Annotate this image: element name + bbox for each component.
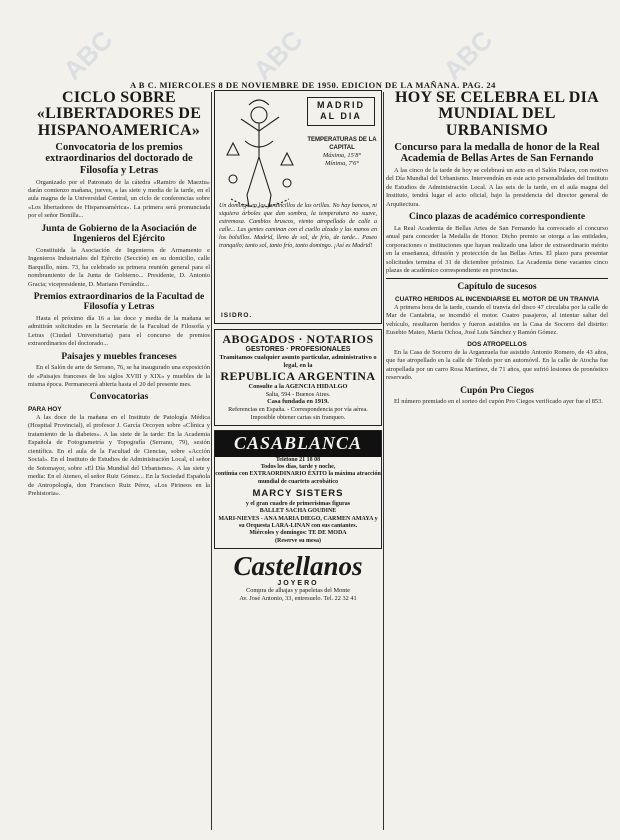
ad-abogados-line1: ABOGADOS · NOTARIOS	[222, 332, 374, 346]
ad-castellanos-name: Castellanos	[233, 550, 363, 581]
ad-castellanos-sub: JOYERO	[277, 579, 319, 587]
watermark-top-right: ABC	[437, 24, 499, 86]
ad-castellanos-l2: Av. José Antonio, 33, entresuelo. Tel. 22 32 41	[239, 594, 357, 602]
ad-casablanca-l5: MARI-NIEVES - ANA MARIA DIEGO, CARMEN AMAYA y su Orquesta LARA-LINAN con sus cantantes.	[218, 515, 378, 530]
temp-max: Máxima, 15'8°	[322, 152, 362, 159]
ad-abogados-line6: Salta, 594 - Buenos Aires.	[265, 390, 331, 398]
column-middle	[214, 90, 382, 832]
ad-casablanca-l3: y el gran cuadro de primerísimas figuras	[245, 501, 351, 508]
headline-urbanismo: HOY SE CELEBRA EL DIA MUNDIAL DEL URBANISMO	[395, 90, 599, 139]
ad-abogados-line3: Tramitamos cualquier asunto particular, administrativo o legal, en la	[219, 353, 377, 369]
madrid-al-dia-text: Un domingo en los jardincillos de las orillas. No hay bancos, ni siquiera árboles que dan sombra, la temperatura no suave, extremosa. Cambios bruscos, viento atropellado de calle a calle... Las gentes caminan con el cuello alzado y las manos en los bolsillos. Madrid, lleno de sol, de frío, de tarde... Paseo tranquilo; tanto sol, tanto frío, tanto domingo. ¡Así es Madrid!	[219, 203, 377, 249]
ad-casablanca-l4: BALLET SACHA GOUDINE	[259, 508, 337, 515]
ad-castellanos	[214, 550, 382, 602]
headline-libertadores: CICLO SOBRE «LIBERTADORES DE HISPANOAMERICA»	[36, 90, 202, 139]
ad-casablanca-l2: continúa con EXTRAORDINARIO ÉXITO la máxima atracción mundial de cuarteto acrobático	[215, 471, 381, 485]
running-head: A B C. MIERCOLES 8 DE NOVIEMBRE DE 1950. EDICION DE LA MAÑANA. PAG. 24	[130, 80, 496, 90]
article-title-premios-facultad: Premios extraordinarios de la Facultad de Filosofía y Letras	[33, 291, 205, 313]
ad-castellanos-l1: Compra de alhajas y papeletas del Monte	[246, 586, 350, 594]
article-body-tranvia: A primera hora de la tarde, cuando el tranvía del disco 47 circulaba por la calle de Mar de Cantabria, se incendió el motor. Cuatro pasajeros, al intentar saltar del vehículo, resultaron heridos y fueron asistidos en la Casa de Socorro del distrito: Eusebio Mateo, Maria Ochoa, José Luis Sánchez y Ramón Gómez.	[386, 303, 608, 337]
watermark-middle: ABC	[247, 24, 309, 86]
ad-casablanca-l7: (Reserve su mesa)	[275, 537, 321, 544]
article-title-academico: Cinco plazas de académico correspondiente	[408, 212, 586, 223]
temps-title: TEMPERATURAS DE LA CAPITAL	[307, 137, 377, 151]
title-line-madrid: MADRID	[317, 100, 365, 110]
column-left	[28, 90, 210, 832]
column-right	[386, 90, 608, 832]
ad-abogados	[214, 329, 382, 426]
article-body-medalla: A las cinco de la tarde de hoy se celebrará un acto en el Salón Palace, con motivo del Día Mundial del Urbanismo. Intervendrán en este acto personalidades del Instituto de Estudios de Administración Local. A las seis de la tarde, en el aula magna del Instituto, tendrá lugar el acto oficial, bajo la presidencia del director general de Arquitectura.	[386, 167, 608, 208]
ad-casablanca	[214, 430, 382, 549]
madrid-al-dia-title	[307, 97, 375, 126]
article-body-paisajes: En el Salón de arte de Serrano, 76, se ha inaugurado una exposición de «Paisajes franceses de los siglos XVIII y XIX» y muebles de la misma época. Permanecerá abierta hasta el 20 del presente mes.	[28, 364, 210, 389]
ad-abogados-line9: Imposible obtener cartas sin franqueo.	[250, 414, 346, 422]
label-para-hoy: PARA HOY	[28, 405, 62, 413]
ad-abogados-line2: GESTORES · PROFESIONALES	[245, 345, 351, 353]
ad-casablanca-star: MARCY SISTERS	[252, 488, 344, 500]
ad-casablanca-phone: Teléfono 21 18 08	[275, 456, 321, 463]
ad-abogados-line5: Consulte a la AGENCIA HIDALGO	[248, 382, 348, 390]
madrid-al-dia-signature: ISIDRO.	[221, 312, 253, 319]
article-title-medalla: Concurso para la medalla de honor de la Real Academia de Bellas Artes de San Fernando	[394, 141, 600, 165]
watermark-top-left: ABC	[57, 24, 119, 86]
article-body-premios-facultad: Hasta el próximo día 16 a las doce y media de la mañana se admitirán solicitudes en la Secretaría de la Facultad de Filosofía y Letras (Ciudad Universitaria) para el concurso de premios extraordinarios del doctorado...	[28, 314, 210, 348]
article-body-cupon: El número premiado en el sorteo del cupón Pro Ciegos verificado ayer fue el 853.	[394, 397, 603, 405]
article-body-atropellos: En la Casa de Socorro de la Arganzuela fue asistido Antonio Romero, de 43 años, que fue atropellado en la calle de Toledo por un automóvil. En la calle de Atocha fue atropellada por un carro Rosa Martínez, de 71 años, que sufrió lesiones de pronóstico reservado.	[386, 348, 608, 382]
article-title-ingenieros: Junta de Gobierno de la Asociación de Ingenieros del Ejército	[41, 223, 197, 245]
ad-abogados-line4: REPUBLICA ARGENTINA	[220, 368, 376, 383]
column-rule-1	[211, 92, 212, 830]
ad-casablanca-name: CASABLANCA	[215, 431, 381, 457]
article-subtitle-tranvia: CUATRO HERIDOS AL INCENDIARSE EL MOTOR DE UN TRANVIA	[394, 295, 600, 303]
temperatures-block	[307, 137, 377, 168]
temp-min: Mínima, 7'6°	[325, 160, 359, 168]
article-body-premios-doctorado: Organizado por el Patronato de la cátedra «Ramiro de Maeztu» darán comienzo mañana, jueves, a las siete y media de la tarde, en el aula magna de la Universidad Central, un ciclo de conferencias sobre «Los libertadores de Hispanoamérica». La primera será pronunciada por el señor Bonilla...	[28, 178, 210, 220]
article-title-sucesos: Capítulo de sucesos	[457, 282, 537, 293]
ad-abogados-line7: Casa fundada en 1919.	[267, 398, 329, 406]
title-line-al-dia: AL DIA	[320, 111, 362, 122]
article-title-premios-doctorado: Convocatoria de los premios extraordinarios del doctorado de Filosofía y Letras	[45, 141, 193, 177]
article-title-cupon: Cupón Pro Ciegos	[460, 385, 534, 396]
article-title-atropellos: DOS ATROPELLOS	[467, 340, 527, 348]
article-title-convocatorias: Convocatorias	[89, 392, 149, 403]
article-title-paisajes: Paisajes y muebles franceses	[61, 351, 177, 362]
article-body-convocatorias: A las doce de la mañana en el Instituto de Patología Médica (Hospital Provincial), el profesor J. García Orcoyen sobre «Clínica y tratamiento de la diabetes». A las siete de la tarde: En la Academia Española de Fotogrametría y Topografía (Serrano, 79), sesión científica. En el aula de la Facultad de Ciencias, sobre «Acción Social». En el Instituto de Estudios de Administración Local, el señor de Sotomayor, sobre «El Día Mundial del Urbanismo». A las siete y media: En el Ateneo, el señor Ruiz Gómez... En la Sociedad Española de Antropología, don Francisco Ruiz Pérez, «Los Pirineos en la Prehistoria».	[28, 413, 210, 497]
madrid-al-dia-box	[214, 90, 382, 324]
article-body-ingenieros: Constituida la Asociación de Ingenieros de Armamento e Ingenieros Industriales del Ejército (Sección) en su domicilio, calle Barquillo, núm. 73, ha celebrado su primera reunión general para el nombramiento de la Junta de Gobierno... Presidente, D. Antonio Gracia; vicepresidente, D. Mariano Ferrándiz...	[28, 246, 210, 288]
article-body-academico: La Real Academia de Bellas Artes de San Fernando ha convocado el concurso anual para conceder la Medalla de Honor. Dicho premio se otorga a las entidades, corporaciones o instituciones que hayan realizado una labor de extraordinario mérito en la enseñanza, difusión y protección de las Bellas Artes. El plazo para presentar solicitudes termina el 31 de diciembre próximo. La Academia tiene vacantes cinco plazas de académico correspondiente en provincias.	[386, 224, 608, 274]
divider-rule	[386, 278, 608, 279]
ad-abogados-line8: Referencias en España. - Correspondencia por vía aérea.	[228, 406, 368, 414]
column-rule-2	[383, 92, 384, 830]
ad-casablanca-l6: Miércoles y domingos: TE DE MODA	[249, 530, 347, 537]
ad-casablanca-l1: Todos los días, tarde y noche,	[260, 464, 336, 471]
